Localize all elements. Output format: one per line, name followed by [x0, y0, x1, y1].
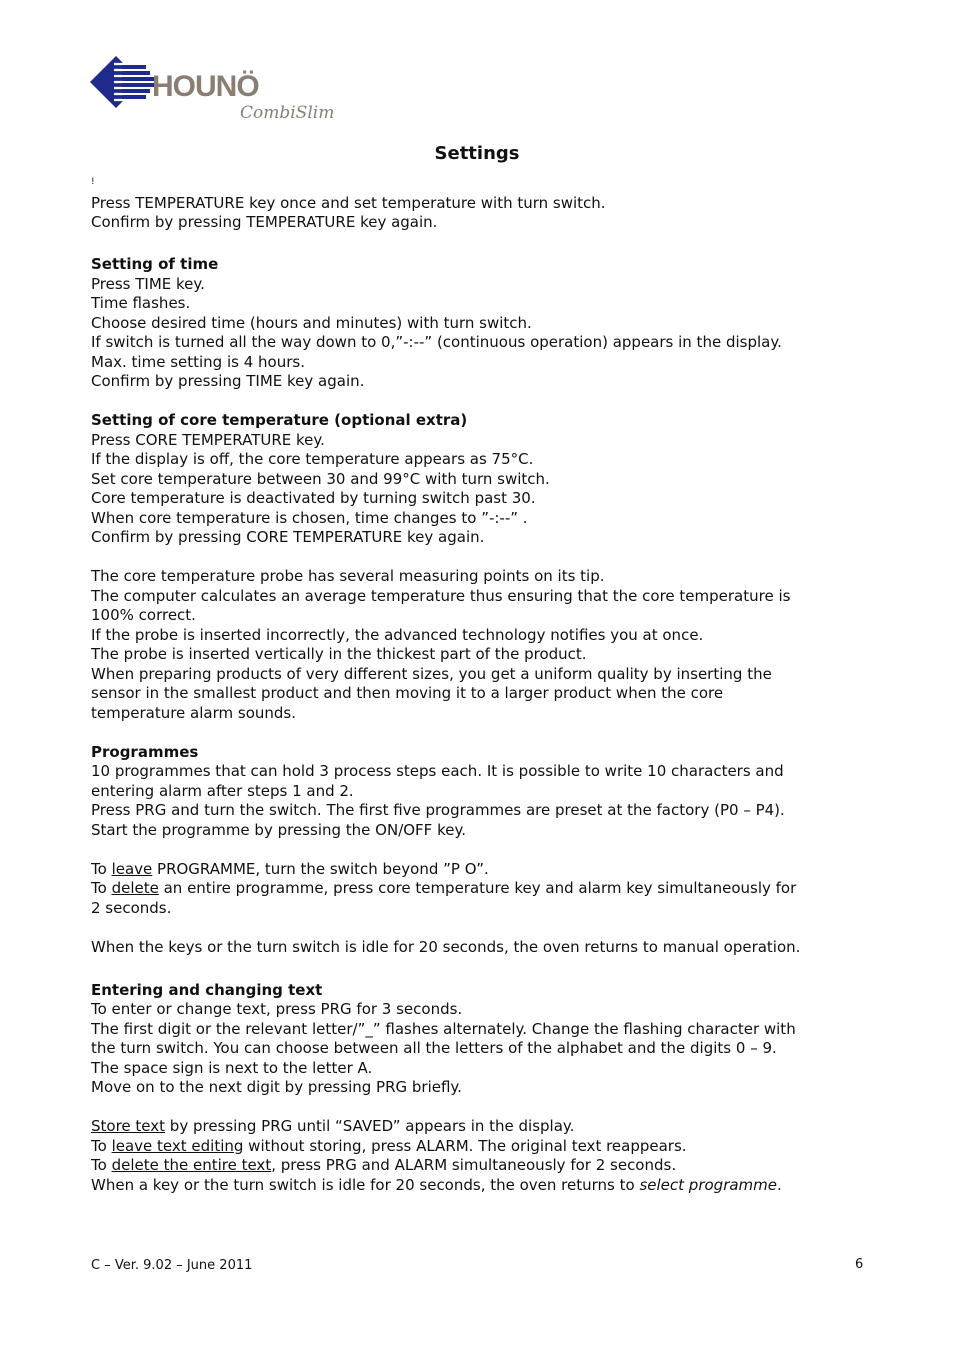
- text-line: the turn switch. You can choose between all the letters of the alphabet and the digits 0 – 9.: [91, 1039, 777, 1057]
- logo-model-text: CombiSlim: [240, 103, 335, 123]
- underlined-delete-entire-text: delete the entire text: [111, 1156, 272, 1174]
- probe-line: The probe is inserted vertically in the thickest part of the product.: [91, 645, 587, 663]
- programmes-line: entering alarm after steps 1 and 2.: [91, 781, 354, 800]
- core-line: Core temperature is deactivated by turning switch past 30.: [91, 489, 536, 507]
- programmes-delete-line: [91, 879, 871, 899]
- italic-select-programme: select programme: [639, 1175, 778, 1194]
- text-fragment: an entire programme, press core temperature key and alarm key simultaneously for: [158, 879, 797, 897]
- core-line: If the display is off, the core temperature appears as 75°C.: [91, 450, 534, 468]
- text-fragment: To: [91, 1156, 112, 1174]
- intro-line: Press TEMPERATURE key once and set temperature with turn switch.: [91, 193, 606, 212]
- programmes-idle-line: When the keys or the turn switch is idle for 20 seconds, the oven returns to manual operation.: [91, 937, 801, 956]
- section-heading-programmes: Programmes: [91, 742, 199, 761]
- text-fragment: When a key or the turn switch is idle for 20 seconds, the oven returns to: [91, 1175, 640, 1194]
- text-store-line: [91, 1117, 871, 1137]
- underlined-leave-text-editing: leave text editing: [111, 1136, 244, 1155]
- section-heading-text: Entering and changing text: [91, 980, 323, 999]
- core-line: When core temperature is chosen, time changes to ”-:--” .: [91, 508, 528, 527]
- text-line: Move on to the next digit by pressing PRG briefly.: [91, 1078, 462, 1096]
- text-idle-line: [91, 1176, 871, 1196]
- time-line: Press TIME key.: [91, 274, 205, 293]
- text-line: To enter or change text, press PRG for 3 seconds.: [91, 1000, 463, 1018]
- programmes-line: Press PRG and turn the switch. The first five programmes are preset at the factory (P0 – P4).: [91, 801, 785, 819]
- programmes-line: 10 programmes that can hold 3 process steps each. It is possible to write 10 characters and: [91, 762, 784, 780]
- text-line: The space sign is next to the letter A.: [91, 1058, 373, 1077]
- text-delete-line: [91, 1156, 871, 1176]
- probe-line: The computer calculates an average temperature thus ensuring that the core temperature is: [91, 586, 791, 605]
- probe-line: The core temperature probe has several measuring points on its tip.: [91, 567, 605, 585]
- stray-mark: !: [91, 177, 95, 187]
- time-line: Confirm by pressing TIME key again.: [91, 372, 365, 390]
- section-heading-time: Setting of time: [91, 255, 219, 273]
- text-fragment: , press PRG and ALARM simultaneously for 2 seconds.: [271, 1156, 677, 1174]
- probe-line: temperature alarm sounds.: [91, 703, 296, 722]
- text-fragment: To: [91, 1136, 112, 1155]
- core-line: Confirm by pressing CORE TEMPERATURE key again.: [91, 528, 485, 546]
- logo-brand-text: HOUNÖ: [152, 70, 259, 103]
- text-fragment: .: [777, 1175, 782, 1194]
- text-fragment: To: [91, 879, 112, 897]
- footer-page-number: 6: [855, 1257, 864, 1272]
- probe-line: sensor in the smallest product and then moving it to a larger product when the core: [91, 684, 724, 702]
- page-title: Settings: [434, 143, 520, 164]
- intro-line: Confirm by pressing TEMPERATURE key again.: [91, 213, 438, 231]
- section-heading-core: Setting of core temperature (optional extra): [91, 411, 468, 429]
- programmes-leave-line: [91, 860, 871, 880]
- text-fragment: by pressing PRG until “SAVED” appears in the display.: [165, 1117, 575, 1135]
- time-line: Time flashes.: [91, 294, 191, 312]
- underlined-delete: delete: [111, 879, 159, 897]
- time-line: If switch is turned all the way down to 0,”-:--” (continuous operation) appears in the display.: [91, 333, 782, 351]
- core-line: Set core temperature between 30 and 99°C with turn switch.: [91, 469, 550, 488]
- document-body: [91, 174, 871, 1195]
- text-fragment: PROGRAMME, turn the switch beyond ”P O”.: [152, 859, 489, 878]
- text-fragment: To: [91, 859, 112, 878]
- probe-line: If the probe is inserted incorrectly, the advanced technology notifies you at once.: [91, 625, 704, 644]
- text-fragment: without storing, press ALARM. The original text reappears.: [243, 1136, 687, 1155]
- time-line: Max. time setting is 4 hours.: [91, 352, 305, 371]
- programmes-delete-cont: 2 seconds.: [91, 898, 172, 917]
- logo-stripes: [114, 64, 148, 100]
- footer-version: C – Ver. 9.02 – June 2011: [91, 1258, 253, 1273]
- text-line: The first digit or the relevant letter/”_” flashes alternately. Change the flashing character with: [91, 1019, 796, 1038]
- programmes-line: Start the programme by pressing the ON/OFF key.: [91, 820, 466, 839]
- time-line: Choose desired time (hours and minutes) with turn switch.: [91, 313, 532, 332]
- underlined-leave: leave: [111, 859, 153, 878]
- probe-line: 100% correct.: [91, 606, 196, 624]
- text-leave-line: [91, 1137, 871, 1157]
- core-line: Press CORE TEMPERATURE key.: [91, 430, 325, 449]
- probe-line: When preparing products of very different sizes, you get a uniform quality by inserting the: [91, 664, 772, 683]
- houno-logo: [88, 52, 348, 127]
- underlined-store-text: Store text: [91, 1117, 166, 1135]
